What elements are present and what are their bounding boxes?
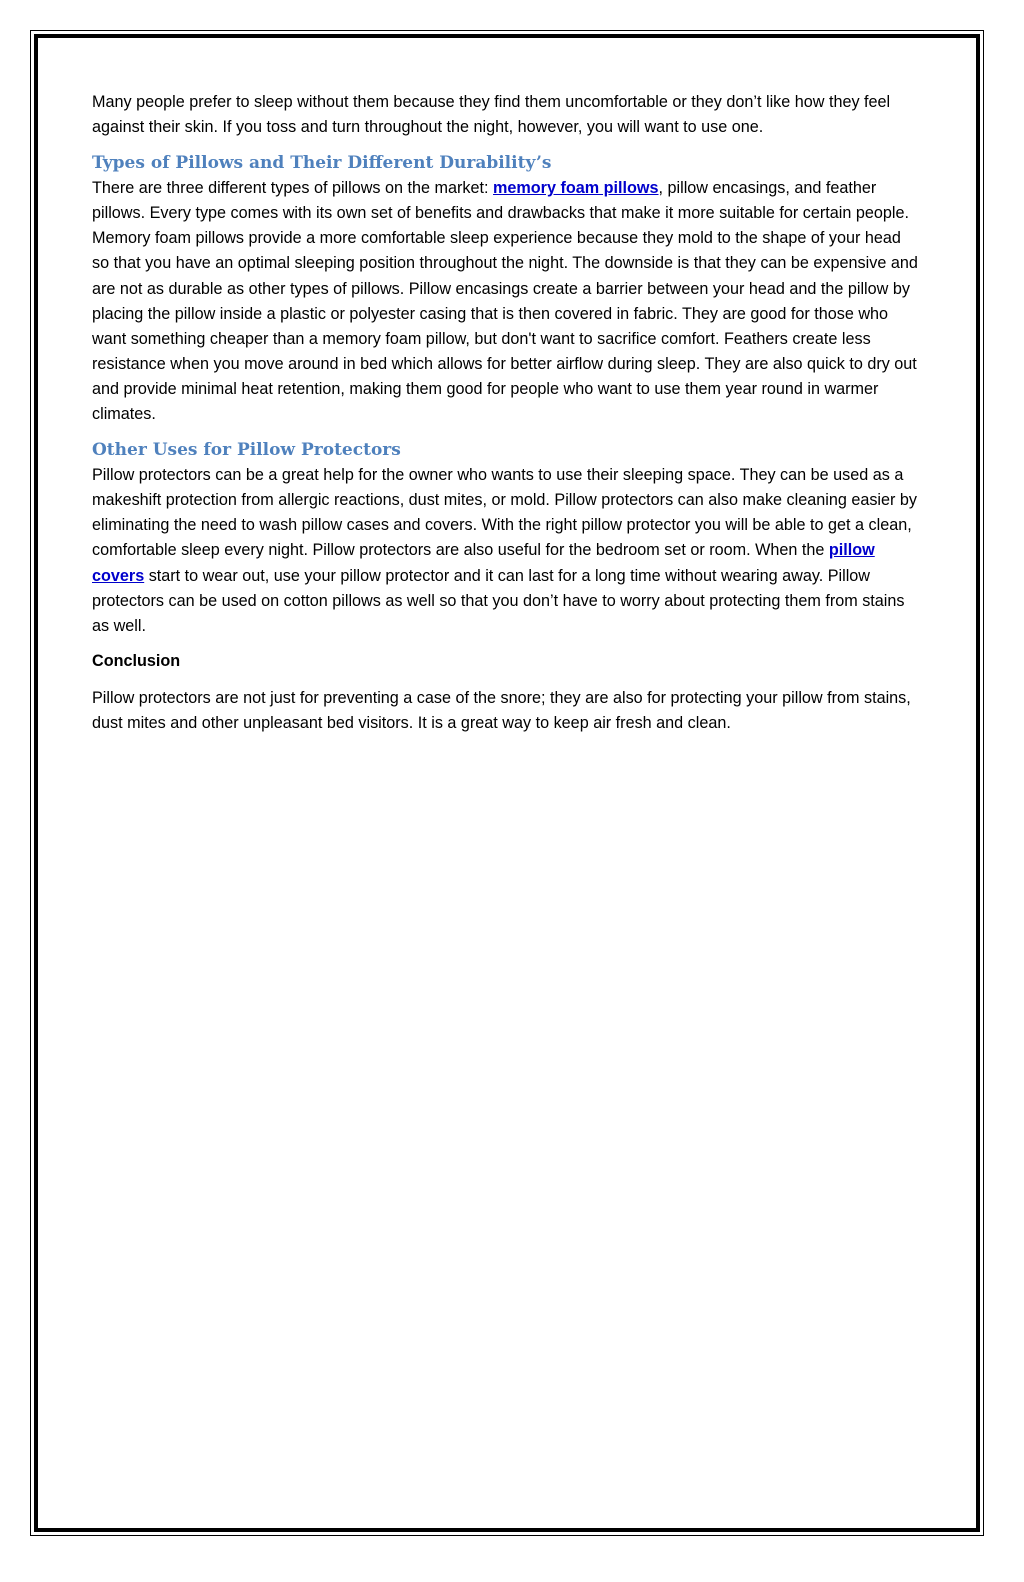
intro-paragraph: Many people prefer to sleep without them because they find them uncomfortable or they don’t like how they feel against their skin. If you toss and turn throughout the night, however, you will want to use one. [92,93,891,137]
section-heading-types: Types of Pillows and Their Different Durability’s [92,153,552,174]
document-body [92,90,922,736]
types-paragraph [92,176,922,427]
uses-text-after-link: start to wear out, use your pillow protector and it can last for a long time without wearing away. Pillow protectors can be used on cotton pillows as well so that you don’t have to worry about protecting them from stains as well. [92,566,905,635]
uses-text-before-link: Pillow protectors can be a great help for the owner who wants to use their sleeping space. They can be used as a makeshift protection from allergic reactions, dust mites, or mold. Pillow protectors can also make cleaning easier by eliminating the need to wash pillow cases and covers. With the right pillow protector you will be able to get a clean, comfortable sleep every night. Pillow protectors are also useful for the bedroom set or room. When the [92,466,918,560]
types-text-before-link: There are three different types of pillows on the market: [92,179,493,198]
section-heading-uses: Other Uses for Pillow Protectors [92,440,401,461]
conclusion-paragraph: Pillow protectors are not just for preventing a case of the snore; they are also for protecting your pillow from stains, dust mites and other unpleasant bed visitors. It is a great way to keep air fresh and clean. [92,688,911,732]
uses-paragraph [92,463,922,639]
types-text-after-link: , pillow encasings, and feather pillows. Every type comes with its own set of benefits and drawbacks that make it more suitable for certain people. Memory foam pillows provide a more comfortable sleep experience because they mold to the shape of your head so that you have an optimal sleeping position throughout the night. The downside is that they can be expensive and are not as durable as other types of pillows. Pillow encasings create a barrier between your head and the pillow by placing the pillow inside a plastic or polyester casing that is then covered in fabric. They are good for those who want something cheaper than a memory foam pillow, but don't want to sacrifice comfort. Feathers create less resistance when you move around in bed which allows for better airflow during sleep. They are also quick to dry out and provide minimal heat retention, making them good for people who want to use them year round in warmer climates. [92,179,918,424]
pillow-covers-link[interactable]: pillow covers [92,541,875,585]
memory-foam-pillows-link[interactable]: memory foam pillows [493,179,659,198]
conclusion-heading: Conclusion [92,651,181,670]
